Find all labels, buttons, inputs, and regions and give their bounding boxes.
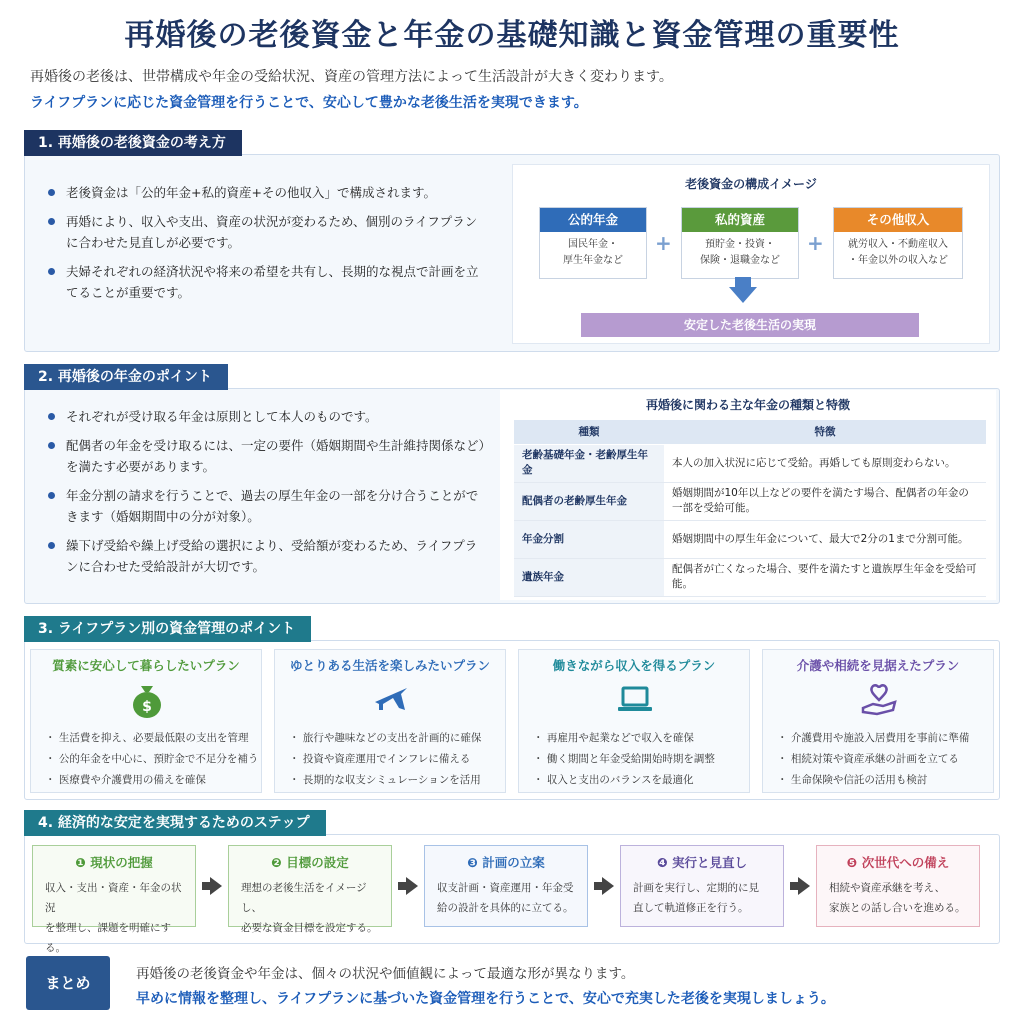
public-pension-box [539,207,647,279]
table-cell-desc: 婚姻期間中の厚生年金について、最大で2分の1まで分割可能。 [664,520,986,558]
table-header: 種類 [514,420,664,444]
section-1-heading: 1. 再婚後の老後資金の考え方 [24,130,242,156]
step-text: 必要な資金目標を設定する。 [241,922,378,934]
box-heading: 私的資産 [682,208,798,232]
arrow-right-icon [790,882,798,890]
summary-badge: まとめ [26,956,110,1010]
section-4-heading: 4. 経済的な安定を実現するためのステップ [24,810,326,836]
page-title: 再婚後の老後資金と年金の基礎知識と資金管理の重要性 [124,18,900,53]
down-arrow-icon [729,287,757,303]
arrow-right-icon [398,882,406,890]
list-item: ・ 収入と支出のバランスを最適化 [533,774,694,786]
box-text: 国民年金・ [568,239,618,250]
laptop-icon [615,680,655,720]
table-header: 特徴 [664,420,986,444]
arrow-right-icon [594,882,602,890]
section-1-bullets [46,182,486,311]
list-item: ・ 介護費用や施設入居費用を事前に準備 [777,732,970,744]
bullet-item: 配偶者の年金を受け取るには、一定の要件（婚姻期間や生計維持関係など）を満たす必要があります。 [46,435,486,477]
list-item: ・ 相続対策や資産承継の計画を立てる [777,753,959,765]
step-text: 収入・支出・資産・年金の状況 [45,882,182,914]
summary-highlight: 早めに情報を整理し、ライフプランに基づいた資金管理を行うことで、安心で充実した老後を実現しましょう。 [136,991,835,1007]
step-card-1 [32,845,196,954]
box-heading: 公的年金 [540,208,646,232]
box-text: ・年金以外の収入など [848,255,948,266]
list-item: ・ 再雇用や起業などで収入を確保 [533,732,694,744]
section-2-heading: 2. 再婚後の年金のポイント [24,364,228,390]
table-row [514,520,986,558]
bullet-item: それぞれが受け取る年金は原則として本人のものです。 [46,406,486,427]
step-card-3 [424,845,588,927]
list-item: ・ 働く期間と年金受給開始時期を調整 [533,753,715,765]
list-item: ・ 生命保険や信託の活用も検討 [777,774,928,786]
plan-title: ゆとりある生活を楽しみたいプラン [289,658,490,673]
other-income-box [833,207,963,279]
plan-list [533,728,715,791]
step-card-2 [228,845,392,934]
plan-title: 働きながら収入を得るプラン [552,658,716,673]
step-text: 直して軌道修正を行う。 [633,902,749,914]
arrow-right-icon [406,877,418,895]
step-text: 収支計画・資産運用・年金受 [437,882,574,894]
bullet-item: 再婚により、収入や支出、資産の状況が変わるため、個別のライフプランに合わせた見直しが必要です。 [46,211,486,253]
plan-list [45,728,258,791]
result-bar: 安定した老後生活の実現 [581,313,919,337]
table-cell-type: 年金分割 [514,520,664,558]
heart-hand-icon [859,680,899,720]
bullet-item: 年金分割の請求を行うことで、過去の厚生年金の一部を分け合うことができます（婚姻期間中の分が対象）。 [46,485,486,527]
bullet-item: 夫婦それぞれの経済状況や将来の希望を共有し、長期的な視点で計画を立てることが重要です。 [46,261,486,303]
bullet-item: 老後資金は「公的年金+私的資産+その他収入」で構成されます。 [46,182,486,203]
box-text: 保険・退職金など [700,255,780,266]
table-cell-type: 配偶者の老齢厚生年金 [514,482,664,520]
plan-card-working [518,649,750,793]
svg-text:$: $ [142,699,152,715]
step-title: ❶ 現状の把握 [75,855,153,870]
table-cell-desc: 配偶者が亡くなった場合、要件を満たすと遺族厚生年金を受給可能。 [664,558,986,596]
plan-title: 介護や相続を見据えたプラン [796,658,960,673]
step-title: ❷ 目標の設定 [271,855,349,870]
arrow-right-icon [202,882,210,890]
step-title: ❹ 実行と見直し [657,855,747,870]
plan-card-frugal [30,649,262,793]
table-title: 再婚後に関わる主な年金の種類と特徴 [645,398,850,412]
list-item: ・ 公的年金を中心に、預貯金で不足分を補う [45,753,259,765]
step-title: ❺ 次世代への備え [846,855,950,870]
plan-card-care [762,649,994,793]
table-row [514,558,986,596]
step-card-4 [620,845,784,927]
arrow-right-icon [210,877,222,895]
plan-title: 質素に安心して暮らしたいプラン [52,658,240,673]
list-item: ・ 医療費や介護費用の備えを確保 [45,774,206,786]
plan-card-leisure [274,649,506,793]
box-text: 預貯金・投資・ [705,239,775,250]
table-cell-type: 遺族年金 [514,558,664,596]
section-2-bullets [46,406,486,585]
step-text: 家族との話し合いを進める。 [829,902,966,914]
bullet-item: 繰下げ受給や繰上げ受給の選択により、受給額が変わるため、ライフプランに合わせた受給設計が大切です。 [46,535,486,577]
box-text: 就労収入・不動産収入 [848,239,948,250]
list-item: ・ 長期的な収支シミュレーションを活用 [289,774,481,786]
table-cell-desc: 本人の加入状況に応じて受給。再婚しても原則変わらない。 [664,444,986,482]
step-card-5 [816,845,980,927]
plan-list [777,728,969,791]
intro-highlight: ライフプランに応じた資金管理を行うことで、安心して豊かな老後生活を実現できます。 [30,95,588,111]
intro-text: 再婚後の老後は、世帯構成や年金の受給状況、資産の管理方法によって生活設計が大きく変わります。 [30,69,673,85]
airplane-icon [371,680,411,720]
summary-text: 再婚後の老後資金や年金は、個々の状況や価値観によって最適な形が異なります。 [136,966,635,982]
figure-title: 老後資金の構成イメージ [685,177,817,191]
plan-list [289,728,481,791]
plus-icon: + [807,231,824,255]
step-text: 理想の老後生活をイメージし、 [241,882,367,914]
list-item: ・ 投資や資産運用でインフレに備える [289,753,471,765]
table-cell-desc: 婚姻期間が10年以上などの要件を満たす場合、配偶者の年金の一部を受給可能。 [664,482,986,520]
table-cell-type: 老齢基礎年金・老齢厚生年金 [514,444,664,482]
pension-table [514,420,986,597]
step-text: 給の設計を具体的に立てる。 [437,902,574,914]
list-item: ・ 生活費を抑え、必要最低限の支出を管理 [45,732,249,744]
section-3-heading: 3. ライフプラン別の資金管理のポイント [24,616,311,642]
table-row [514,482,986,520]
step-title: ❸ 計画の立案 [467,855,545,870]
plus-icon: + [655,231,672,255]
composition-figure [512,164,990,344]
box-heading: その他収入 [834,208,962,232]
box-text: 厚生年金など [563,255,623,266]
arrow-right-icon [798,877,810,895]
pension-table-panel [500,390,996,600]
private-assets-box [681,207,799,279]
step-text: 相続や資産承継を考え、 [829,882,946,894]
step-text: を整理し、課題を明確にする。 [45,922,171,954]
arrow-right-icon [602,877,614,895]
list-item: ・ 旅行や趣味などの支出を計画的に確保 [289,732,482,744]
table-row [514,444,986,482]
step-text: 計画を実行し、定期的に見 [633,882,759,894]
money-bag-icon [127,680,167,720]
